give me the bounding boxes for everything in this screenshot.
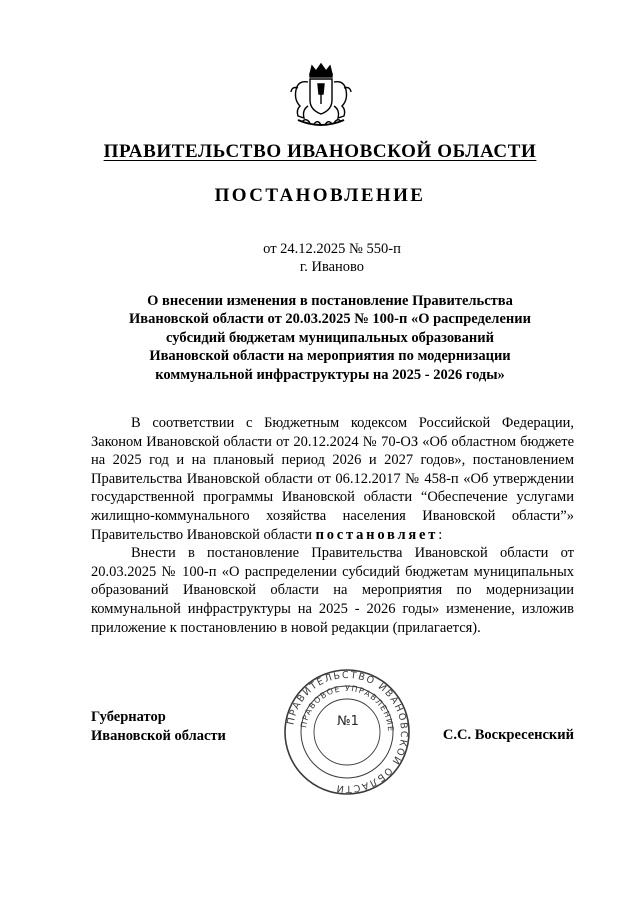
organization-title: ПРАВИТЕЛЬСТВО ИВАНОВСКОЙ ОБЛАСТИ bbox=[103, 141, 537, 162]
signatory-position-line: Ивановской области bbox=[91, 727, 226, 744]
decree-word: постановляет bbox=[315, 526, 439, 543]
subject-line: О внесении изменения в постановление Правительства bbox=[147, 293, 513, 309]
subject-line: субсидий бюджетам муниципальных образований bbox=[166, 329, 494, 346]
signatory-position-line: Губернатор bbox=[91, 709, 166, 725]
stamp-inner-text: ПРАВОВОЕ УПРАВЛЕНИЕ bbox=[299, 683, 396, 733]
decree-colon: : bbox=[438, 526, 443, 543]
stamp-number: №1 bbox=[337, 714, 359, 729]
document-subject bbox=[100, 292, 560, 384]
coat-of-arms-icon bbox=[288, 60, 354, 132]
subject-line: Ивановской области от 20.03.2025 № 100-п «О распределении bbox=[129, 311, 531, 328]
body-paragraph bbox=[91, 414, 574, 544]
date-number: от 24.12.2025 № 550-п bbox=[263, 241, 401, 257]
document-type-title: ПОСТАНОВЛЕНИЕ bbox=[214, 185, 426, 206]
city: г. Иваново bbox=[299, 259, 365, 275]
signatory-name: С.С. Воскресенский bbox=[442, 727, 574, 743]
official-stamp-icon bbox=[283, 668, 411, 796]
body-paragraph-text: В соответствии с Бюджетным кодексом Российской Федерации, Законом Ивановской области от 20.12.2024 № 70-ОЗ «Об областном бюджете на 2025 год и на плановый период 2026 и 2027 годов», постановлением Правительства Ивановской области от 06.12.2017 № 458-п «Об утверждении государственной программы Ивановской области “Обеспечение услугами жилищно-коммунального хозяйства населения Ивановской области”» Правительство Ивановской области bbox=[91, 415, 574, 543]
subject-line: коммунальной инфраструктуры на 2025 - 2026 годы» bbox=[155, 366, 505, 383]
signatory-position bbox=[91, 708, 226, 745]
body-paragraph: Внести в постановление Правительства Ивановской области от 20.03.2025 № 100-п «О распределении субсидий бюджетам муниципальных образований Ивановской области на мероприятия по модернизации коммунальной инфраструктуры на 2025 - 2026 годы» изменение, изложив приложение к постановлению в новой редакции (прилагается). bbox=[91, 545, 574, 636]
document-body bbox=[91, 414, 574, 637]
subject-line: Ивановской области на мероприятия по модернизации bbox=[149, 348, 511, 365]
stamp-outer-text: ПРАВИТЕЛЬСТВО ИВАНОВСКОЙ ОБЛАСТИ bbox=[285, 669, 410, 795]
